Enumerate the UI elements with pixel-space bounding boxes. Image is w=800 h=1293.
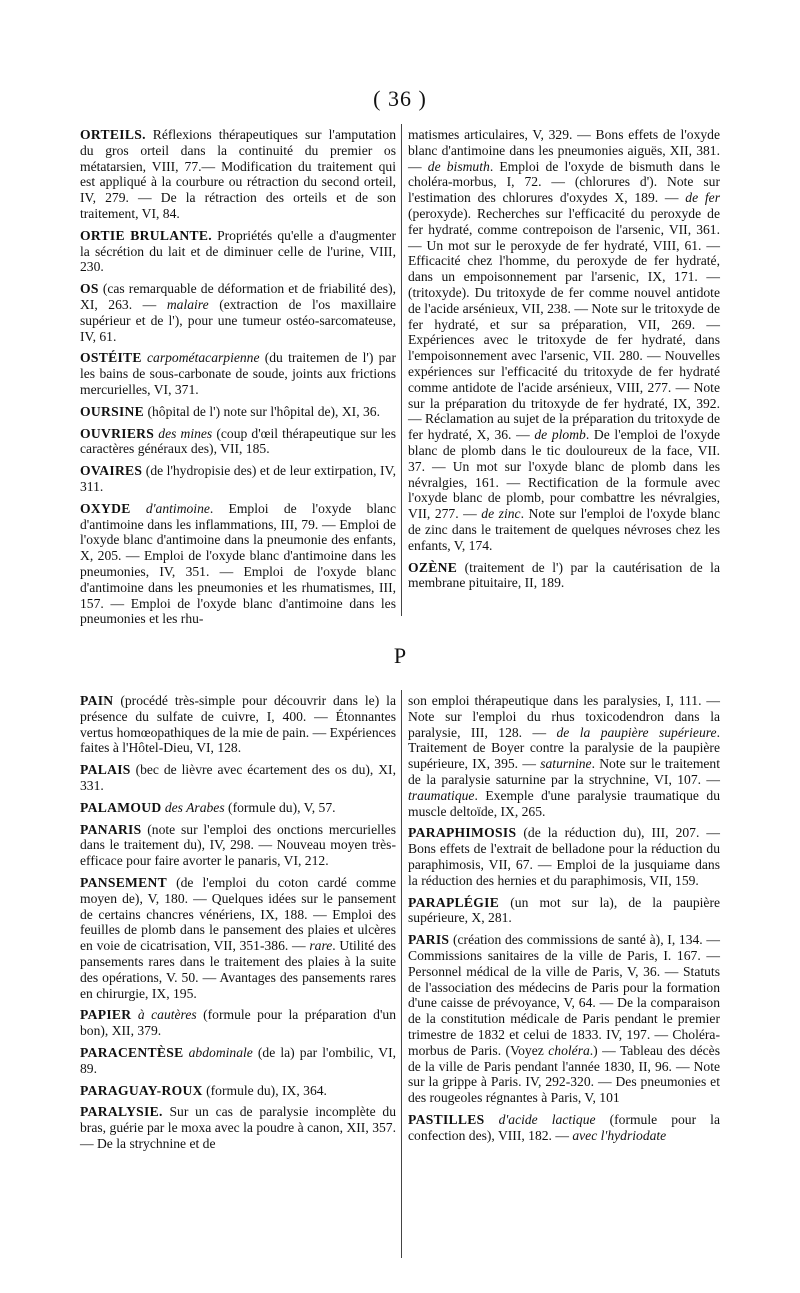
entry-italic-text: d'acide lactique — [498, 1111, 596, 1127]
entry-text: (formule pour la confection des), VIII, 182. — — [408, 1111, 720, 1143]
entry-headword: PAIN — [80, 693, 114, 708]
entry-text: (formule du), IX, 364. — [202, 1082, 327, 1098]
entry-headword: OSTÉITE — [80, 350, 142, 366]
entry-text: (de l'emploi du coton cardé comme moyen de), V, 180. — Quelques idées sur le pansement de certains chancres vénériens, IX, 188. — Emploi des feuilles de plomb dans le pansement des plaies et ulcères en voie de cicatrisation, VII, 351-386. — — [80, 874, 396, 954]
entry-text: . Emploi de l'oxyde de bismuth dans le choléra-morbus, I, 72. — (chlorures d'). Note sur l'estimation des chlorures d'oxydes X, 189. — — [408, 158, 721, 206]
entry-headword: OS — [80, 281, 99, 297]
index-entry — [80, 822, 396, 869]
entry-text: . Note sur le traitement de la paralysie saturnine par la strychnine, VI, 107. — — [408, 756, 721, 787]
index-entry — [80, 693, 396, 756]
entry-text: (procédé très-simple pour découvrir dans le) la présence du sulfate de cuivre, I, 400. — Étonnantes vertus homœopathiques de la mie de pain. — Expériences faites à l'Hôtel-Dieu, VI, 128. — [80, 693, 396, 756]
entry-headword: PASTILLES — [408, 1111, 485, 1127]
entry-headword: PARACENTÈSE — [80, 1044, 184, 1060]
entry-headword: PARAGUAY-ROUX — [80, 1082, 203, 1098]
entry-text: (hôpital de l') note sur l'hôpital de), XI, 36. — [144, 403, 380, 419]
index-entry — [80, 762, 396, 794]
entry-italic-text: de la paupière supérieure — [556, 724, 717, 740]
section-letter: P — [393, 643, 407, 668]
index-entry — [80, 281, 396, 344]
entry-italic-text: avec l'hydriodate — [572, 1127, 667, 1143]
entry-headword: PARAPLÉGIE — [408, 894, 500, 910]
entry-text: Propriétés qu'elle a d'augmenter la sécrétion du lait et de diminuer celle de l'urine, VIII, 230. — [80, 227, 396, 275]
entry-text: matismes articulaires, V, 329. — Bons effets de l'oxyde blanc d'antimoine dans les pneumonies aiguës, XII, 381. — — [408, 127, 720, 174]
entry-italic-text: saturnine — [540, 756, 592, 772]
index-entry — [80, 127, 396, 222]
entry-italic-text: de zinc — [481, 506, 521, 522]
entry-headword: PANSEMENT — [80, 874, 168, 890]
entry-headword: OURSINE — [80, 403, 145, 419]
entry-italic-text: de plomb — [534, 427, 586, 443]
entry-headword: OXYDE — [80, 500, 131, 516]
entry-headword: ORTIE BRULANTE. — [80, 227, 212, 243]
column-divider — [401, 124, 402, 616]
entry-text: (peroxyde). Recherches sur l'efficacité du peroxyde de fer hydraté, comme contrepoison de l'arsenic, VII, 361. — Un mot sur le peroxyde de fer hydraté, VIII, 61. — Efficacité chez l'homme, du peroxyde de fer hydraté, dans un empoisonnement par l'arsenic, IX, 171. — (tritoxyde). Du tritoxyde de fer comme nouvel antidote de l'acide arsénieux, VII, 238. — Note sur le tritoxyde de fer hydraté, et sur sa préparation, VII, 269. — Expériences avec le tritoxyde de fer hydraté, dans l'empoisonnement avec l'arsenic, VII. 280. — Nouvelles expériences sur l'efficacité du tritoxyde de fer hydraté comme antidote de l'acide arsénieux, VIII, 277. — Note sur la préparation du tritoxyde de fer hydraté, IX, 392. — Réclamation au sujet de la préparation du tritoxyde de fer hydraté, X, 36. — — [408, 205, 720, 443]
entry-text: (du traitemen de l') par les bains de sous-carbonate de soude, joints aux frictions mercurielles, VI, 371. — [80, 350, 396, 397]
entry-headword: PANARIS — [80, 821, 142, 837]
entry-text: .) — Tableau des décès de la ville de Paris pendant l'année 1830, II, 96. — Note sur la grippe à Paris. IV, 292-320. — Des pneumonies et des rougeoles régnantes à Paris, V, 101 — [408, 1042, 720, 1106]
entry-italic-text: de fer — [685, 190, 720, 206]
entry-italic-text: des Arabes — [164, 799, 225, 815]
entry-italic-text: traumatique — [408, 787, 475, 803]
entry-headword: ORTEILS. — [80, 127, 146, 142]
entry-headword: PARALYSIE. — [80, 1104, 163, 1120]
index-entry — [408, 560, 720, 592]
index-entry — [408, 1112, 720, 1144]
entry-text: . Exemple d'une paralysie traumatique du muscle deltoïde, IX, 265. — [408, 787, 720, 819]
index-entry — [408, 127, 720, 554]
index-entry — [408, 825, 720, 888]
entry-text: (extraction de l'os maxillaire supérieur et de l'), pour une tumeur ostéo-sarcomateuse, IV, 61. — [80, 296, 397, 344]
entry-text: . Emploi de l'oxyde blanc d'antimoine dans les inflammations, III, 79. — Emploi de l'oxyde blanc d'antimoine dans la pneumonie des enfants, X, 205. — Emploi de l'oxyde blanc d'antimoine dans les pneumonies, IV, 351. — Emploi de l'oxyde blanc d'antimoine dans les pneumonies et les rhumatismes, III, 157. — Emploi de l'oxyde blanc d'antimoine dans les pneumonies et les rhu- — [80, 500, 397, 627]
column-divider — [401, 690, 402, 1258]
entry-italic-text: carpométacarpienne — [147, 350, 260, 366]
page-number: ( 36 ) — [373, 86, 427, 111]
entry-text: . Note sur l'emploi de l'oxyde blanc de zinc dans le traitement de quelques névroses chez les enfants, V, 174. — [408, 506, 720, 553]
entry-text: (création des commissions de santé à), I, 134. — Commissions sanitaires de la ville de Paris, I. 167. — Personnel médical de la ville de Paris, V, 36. — Statuts de l'association des médecins de Paris pour la formation d'une caisse de prévoyance, V, 64. — De la comparaison de la constitution médicale de Paris pendant le premier trimestre de 1832 et celui de 1833. IV, 197. — Choléra-morbus de Paris. (Voyez — [408, 932, 720, 1058]
index-entry — [80, 463, 396, 495]
entry-headword: OZÈNE — [408, 559, 458, 575]
entry-italic-text: malaire — [166, 296, 209, 312]
index-entry — [80, 426, 396, 458]
entry-text: (de la réduction du), III, 207. — Bons effets de l'extrait de belladone pour la réduction du paraphimosis, VII, 67. — Emploi de la jusquiame dans la réduction des hernies et du paraphimosis, VII, 159. — [408, 825, 720, 888]
entry-italic-text: rare — [309, 938, 333, 954]
entry-text: (de l'hydropisie des) et de leur extirpation, IV, 311. — [80, 463, 396, 494]
entry-text: Réflexions thérapeutiques sur l'amputation du gros orteil dans la continuité du premier os métatarsien, VIII, 77.— Modification du traitement qui est appliqué à la courbure ou rétraction du second orteil, IV, 279. — De la rétraction des orteils et de son traitement, VI, 84. — [80, 127, 396, 221]
entry-italic-text: à cautères — [137, 1007, 197, 1023]
index-entry — [80, 875, 396, 1001]
entry-italic-text: choléra — [548, 1042, 590, 1058]
index-entry — [80, 1007, 396, 1039]
entry-text: (de la) par l'ombilic, VI, 89. — [80, 1044, 396, 1076]
entry-headword: PAPIER — [80, 1007, 132, 1023]
entry-text: Sur un cas de paralysie incomplète du bras, guérie par le moxa avec la poudre à canon, XII, 357. — De la strychnine et de — [80, 1104, 396, 1151]
entry-text: (formule pour la préparation d'un bon), XII, 379. — [80, 1007, 396, 1039]
entry-text: (un mot sur la), de la paupière supérieure, X, 281. — [408, 894, 720, 926]
entry-headword: PALAIS — [80, 762, 131, 778]
entry-italic-text: des mines — [158, 425, 213, 441]
column-top-left — [80, 127, 396, 633]
entry-headword: PARAPHIMOSIS — [408, 825, 517, 841]
index-entry — [80, 1083, 396, 1099]
entry-text — [131, 501, 146, 516]
entry-text: (coup d'œil thérapeutique sur les caractères généraux des), VII, 185. — [80, 425, 397, 457]
entry-text: (bec de lièvre avec écartement des os du), XI, 331. — [80, 762, 396, 793]
entry-text: . De l'emploi de l'oxyde blanc de plomb dans le tic douloureux de la face, VII. 37. — Un mot sur l'oxyde blanc de plomb dans les névralgies, 161. — Rectification de la formule avec l'oxyde blanc de plomb, pour combattre les névralgies, VII, 277. — — [408, 427, 720, 522]
entry-text: (cas remarquable de déformation et de friabilité des), XI, 263. — — [80, 281, 396, 312]
entry-headword: PARIS — [408, 932, 450, 948]
entry-headword: OVAIRES — [80, 463, 143, 479]
entry-text: son emploi thérapeutique dans les paralysies, I, 111. — Note sur l'emploi du rhus toxicodendron dans la paralysie, III, 128. — — [408, 693, 720, 740]
column-bottom-right — [408, 693, 720, 1150]
index-entry — [80, 501, 396, 627]
entry-italic-text: d'antimoine — [145, 500, 210, 516]
column-top-right — [408, 127, 720, 597]
entry-headword: OUVRIERS — [80, 425, 155, 441]
index-entry — [80, 228, 396, 275]
entry-text: . Traitement de Boyer contre la paralysie de la paupière supérieure, IX, 395. — — [408, 724, 720, 772]
entry-text: . Utilité des pansements rares dans le traitement des plaies à la suite des opérations, V. 50. — Avantages des pansements rares en chirurgie, IX, 195. — [80, 938, 396, 1001]
entry-text: (traitement de l') par la cautérisation de la membrane pituitaire, II, 189. — [408, 559, 720, 591]
entry-text: (note sur l'emploi des onctions mercurielles dans le traitement du), IV, 298. — Nouveau moyen très-efficace pour faire avorter le panaris, VI, 212. — [80, 821, 396, 869]
entry-italic-text: abdominale — [188, 1044, 253, 1060]
entry-italic-text: de bismuth — [427, 158, 490, 174]
index-entry — [408, 693, 720, 819]
index-entry — [80, 404, 396, 420]
index-entry — [80, 800, 396, 816]
entry-text: (formule du), V, 57. — [224, 799, 336, 815]
entry-text — [485, 1112, 499, 1127]
index-entry — [80, 1045, 396, 1077]
index-entry — [80, 1104, 396, 1151]
column-bottom-left — [80, 693, 396, 1158]
index-entry — [408, 895, 720, 927]
entry-headword: PALAMOUD — [80, 799, 162, 815]
index-entry — [408, 932, 720, 1106]
index-entry — [80, 350, 396, 397]
